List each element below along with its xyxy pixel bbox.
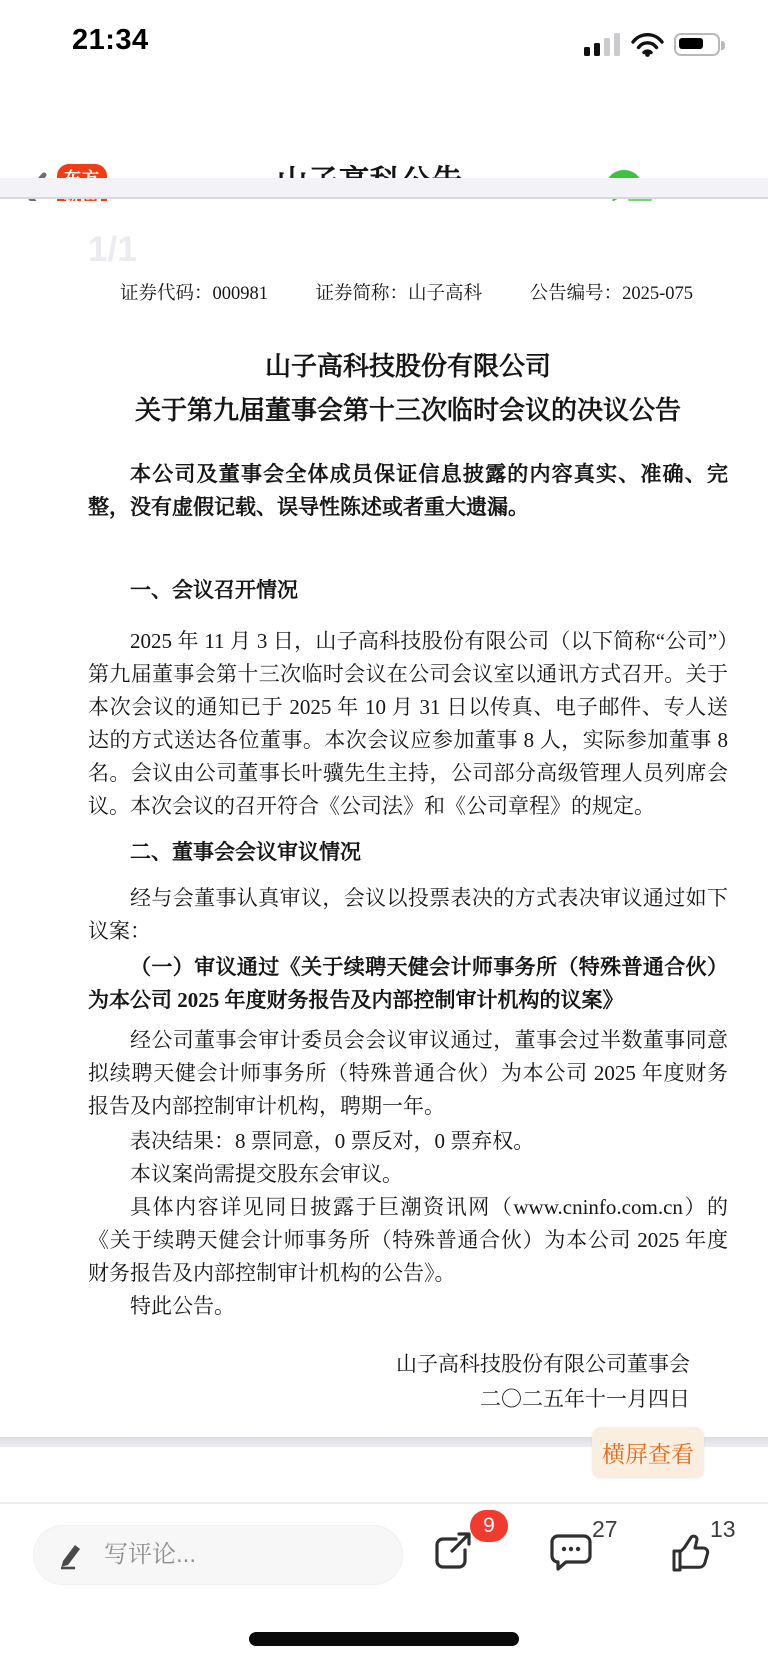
comments-button[interactable] <box>548 1518 618 1588</box>
doc-disclaimer: 本公司及董事会全体成员保证信息披露的内容真实、准确、完整，没有虚假记载、误导性陈述或者重大遗漏。 <box>88 462 728 519</box>
home-indicator[interactable] <box>249 1632 519 1646</box>
nav-bar <box>0 60 768 178</box>
security-name: 证券简称：山子高科 <box>315 284 483 304</box>
cell-signal-icon <box>584 32 621 57</box>
clock: 21:34 <box>72 24 149 56</box>
doc-vote-result: 表决结果：8 票同意，0 票反对，0 票弃权。 <box>130 1129 535 1153</box>
status-icons <box>584 32 720 57</box>
announcement-document <box>0 201 768 1437</box>
share-icon <box>428 1530 474 1576</box>
comment-input[interactable] <box>102 1540 356 1570</box>
doc-section1-heading: 一、会议召开情况 <box>130 578 298 602</box>
doc-paragraph: 经公司董事会审计委员会会议审议通过，董事会过半数董事同意拟续聘天健会计师事务所（特殊普通合伙）为本公司 2025 年度财务报告及内部控制审计机构，聘期一年。 <box>88 1028 728 1118</box>
doc-resolution-title: （一）审议通过《关于续聘天健会计师事务所（特殊普通合伙）为本公司 2025 年度财务报告及内部控制审计机构的议案》 <box>88 955 728 1012</box>
status-bar <box>0 0 768 60</box>
security-info-row <box>88 279 728 305</box>
like-count: 13 <box>710 1516 736 1542</box>
doc-paragraph: 具体内容详见同日披露于巨潮资讯网（www.cninfo.com.cn）的《关于续聘天健会计师事务所（特殊普通合伙）为本公司 2025 年度财务报告及内部控制审计机构的公告》。 <box>88 1195 728 1285</box>
battery-icon <box>674 33 720 56</box>
wifi-icon <box>631 32 664 57</box>
thumbs-up-icon <box>666 1530 712 1576</box>
doc-paragraph: 2025 年 11 月 3 日，山子高科技股份有限公司（以下简称“公司”）第九届董事会第十三次临时会议在公司会议室以通讯方式召开。关于本次会议的通知已于 2025 年 10 月 31 日以传真、电子邮件、专人送达的方式送达各位董事。本次会议应参加董事 8 人，实际参加董事 8 名。会议由公司董事长叶骥先生主持，公司部分高级管理人员列席会议。本次会议的召开符合《公司法》和《公司章程》的规定。 <box>88 629 728 818</box>
landscape-view-button[interactable]: 横屏查看 <box>592 1427 704 1478</box>
security-code: 证券代码：000981 <box>120 284 269 304</box>
comment-bubble-icon <box>548 1530 594 1574</box>
doc-paragraph: 经与会董事认真审议，会议以投票表决的方式表决审议通过如下议案： <box>88 886 728 943</box>
announcement-number: 公告编号：2025-075 <box>529 284 693 304</box>
doc-section2-heading: 二、董事会会议审议情况 <box>130 840 361 864</box>
page-top-edge <box>0 178 768 199</box>
share-button[interactable] <box>428 1514 498 1588</box>
like-button[interactable] <box>666 1518 736 1588</box>
doc-date: 二〇二五年十一月四日 <box>480 1387 690 1411</box>
comment-count: 27 <box>592 1516 618 1542</box>
page-number-indicator: 1/1 <box>88 230 137 269</box>
share-badge: 9 <box>470 1510 508 1542</box>
comment-field[interactable] <box>33 1525 403 1585</box>
doc-title-line2: 关于第九届董事会第十三次临时会议的决议公告 <box>134 396 681 425</box>
doc-title-line1: 山子高科技股份有限公司 <box>264 352 551 381</box>
doc-paragraph: 本议案尚需提交股东会审议。 <box>130 1162 403 1186</box>
doc-signature: 山子高科技股份有限公司董事会 <box>396 1352 690 1376</box>
doc-paragraph: 特此公告。 <box>130 1294 235 1318</box>
pencil-icon <box>56 1540 86 1570</box>
